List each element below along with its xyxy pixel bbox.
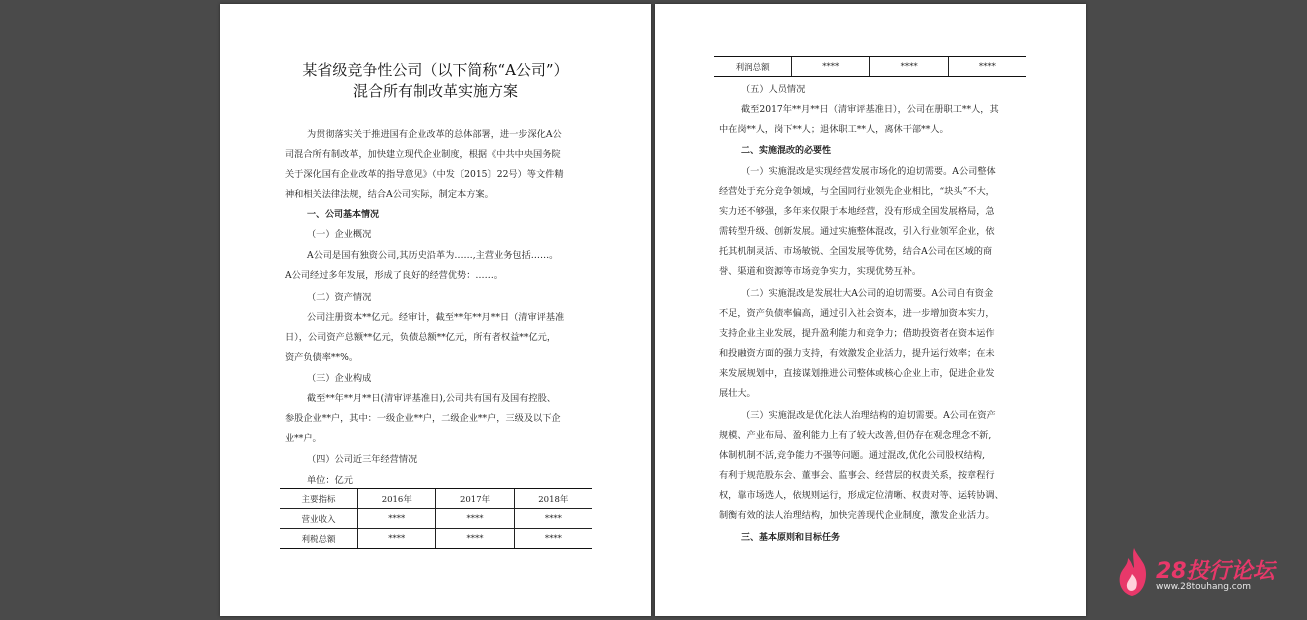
site-watermark	[1112, 544, 1292, 600]
subsection-heading: （二）资产情况	[307, 292, 372, 303]
body-line: （二）实施混改是发展壮大A公司的迫切需要。A公司自有资金	[741, 288, 994, 299]
body-line: 参股企业**户，其中：一级企业**户，二级企业**户，三级及以下企	[285, 413, 561, 424]
table-cell: 利润总额	[714, 57, 792, 77]
body-line: 托其机制灵活、市场敏锐、全国发展等优势，结合A公司在区域的商	[719, 246, 993, 257]
table-cell: ****	[948, 57, 1026, 77]
flame-logo-icon	[1112, 544, 1156, 600]
body-line: 需转型升级、创新发展。通过实施整体混改，引入行业领军企业，依	[719, 226, 995, 237]
document-page-left	[220, 4, 651, 616]
doc-title-line1: 某省级竞争性公司（以下简称“A公司”）	[302, 61, 569, 79]
section-heading-1: 一、公司基本情况	[307, 210, 380, 220]
table-cell: ****	[358, 509, 436, 529]
subsection-heading: （五）人员情况	[741, 84, 806, 95]
subsection-heading: （三）企业构成	[307, 373, 372, 384]
table-cell: ****	[792, 57, 870, 77]
body-line: 实力还不够强，多年来仅限于本地经营，没有形成全国发展格局，急	[719, 206, 995, 217]
body-line: 有利于规范股东会、董事会、监事会、经营层的权责关系，按章程行	[719, 470, 995, 481]
subsection-heading: （一）企业概况	[307, 229, 372, 240]
body-line: 誉、渠道和资源等市场竞争实力，实现优势互补。	[719, 266, 922, 277]
body-line: 中在岗**人，岗下**人；退休职工**人，离休干部**人。	[719, 124, 949, 135]
subsection-heading: （四）公司近三年经营情况	[307, 454, 418, 465]
table-header-cell: 2017年	[436, 489, 514, 509]
financial-table	[280, 488, 592, 549]
body-line: 规模、产业布局、盈利能力上有了较大改善,但仍存在观念理念不新,	[719, 430, 992, 441]
body-line: A公司是国有独资公司,其历史沿革为……,主营业务包括……。	[307, 250, 559, 261]
section-heading-2: 二、实施混改的必要性	[741, 146, 832, 156]
table-header-cell: 主要指标	[280, 489, 358, 509]
table-cell: ****	[358, 529, 436, 549]
body-line: 体制机制不活,竞争能力不强等问题。通过混改,优化公司股权结构,	[719, 450, 986, 461]
table-header-cell: 2018年	[514, 489, 592, 509]
watermark-url: www.28touhang.com	[1156, 582, 1252, 592]
table-cell: 利税总额	[280, 529, 358, 549]
intro-line: 司混合所有制改革，加快建立现代企业制度，根据《中共中央国务院	[285, 149, 561, 160]
financial-table-continued	[714, 56, 1026, 77]
intro-line: 关于深化国有企业改革的指导意见》（中发〔2015〕22号）等文件精	[285, 169, 564, 180]
body-line: （一）实施混改是实现经营发展市场化的迫切需要。A公司整体	[741, 166, 996, 177]
table-row	[714, 57, 1026, 77]
watermark-logo-text: 28投行论坛	[1156, 559, 1275, 584]
table-header-row	[280, 489, 592, 509]
body-line: 展壮大。	[719, 388, 756, 399]
body-line: 公司注册资本**亿元。经审计，截至**年**月**日（清审评基准	[307, 312, 565, 323]
body-line: 和投融资方面的强力支持，有效激发企业活力，提升运行效率；在未	[719, 348, 995, 359]
section-heading-3: 三、基本原则和目标任务	[741, 533, 841, 543]
table-cell: ****	[436, 529, 514, 549]
table-header-cell: 2016年	[358, 489, 436, 509]
doc-title-line2: 混合所有制改革实施方案	[352, 82, 518, 100]
body-line: 截至**年**月**日(清审评基准日),公司共有国有及国有控股、	[307, 393, 556, 404]
intro-line: 神和相关法律法规，结合A公司实际，制定本方案。	[285, 189, 494, 200]
body-line: A公司经过多年发展，形成了良好的经营优势：……。	[285, 270, 503, 281]
body-line: 业**户。	[285, 433, 322, 444]
unit-label: 单位：亿元	[307, 475, 353, 486]
body-line: 经营处于充分竞争领域，与全国同行业领先企业相比，“块头”不大，	[719, 186, 995, 197]
document-page-right	[655, 4, 1086, 616]
intro-line: 为贯彻落实关于推进国有企业改革的总体部署，进一步深化A公	[307, 129, 562, 140]
table-row	[280, 509, 592, 529]
body-line: 来发展规划中，直接谋划推进公司整体或核心企业上市，促进企业发	[719, 368, 995, 379]
body-line: （三）实施混改是优化法人治理结构的迫切需要。A公司在资产	[741, 410, 996, 421]
body-line: 不足，资产负债率偏高，通过引入社会资本，进一步增加资本实力，	[719, 308, 995, 319]
body-line: 制衡有效的法人治理结构，加快完善现代企业制度，激发企业活力。	[719, 510, 995, 521]
body-line: 权，靠市场选人，依规则运行，形成定位清晰、权责对等、运转协调、	[719, 490, 1004, 501]
body-line: 截至2017年**月**日（清审评基准日），公司在册职工**人，其	[741, 104, 999, 115]
body-line: 日），公司资产总额**亿元，负债总额**亿元，所有者权益**亿元，	[285, 332, 557, 343]
body-line: 支持企业主业发展，提升盈利能力和竞争力；借助投资者在资本运作	[719, 328, 995, 339]
table-cell: ****	[436, 509, 514, 529]
table-cell: ****	[514, 529, 592, 549]
table-cell: ****	[514, 509, 592, 529]
body-line: 资产负债率**%。	[285, 352, 359, 363]
table-row	[280, 529, 592, 549]
table-cell: ****	[870, 57, 948, 77]
table-cell: 营业收入	[280, 509, 358, 529]
